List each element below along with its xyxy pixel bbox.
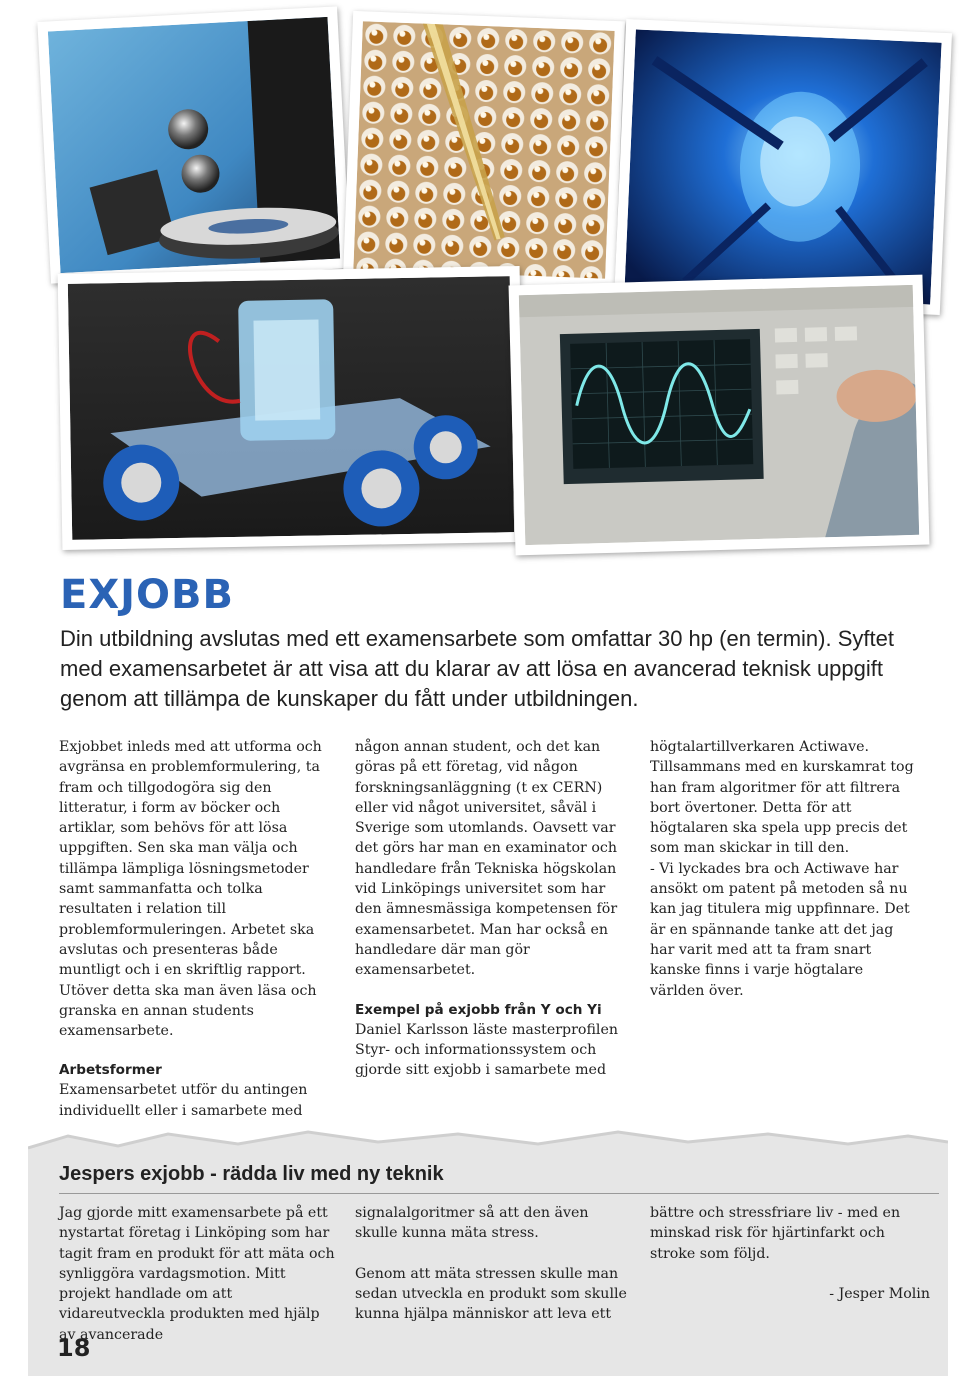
exempel-body: Daniel Karlsson läste masterprofilen Styr- och informationssystem och gjorde sitt exjobb i samarbete med <box>355 1021 618 1079</box>
subhead-arbetsformer: Arbetsformer <box>59 1062 162 1079</box>
column-2 <box>355 737 627 1080</box>
box-divider <box>59 1193 939 1194</box>
pipette-test-tubes-photo <box>343 11 625 289</box>
column-3 <box>650 737 922 1001</box>
column-1 <box>59 737 331 1121</box>
arbetsformer-body: Examensarbetet utför du antingen individuellt eller i samarbete med <box>59 1082 308 1119</box>
box-column-2 <box>355 1203 635 1324</box>
box-column-1 <box>59 1203 339 1345</box>
box-column-1-text: Jag gjorde mitt examensarbete på ett nystartat företag i Linköping som har tagit fram en produkt för att mäta och synliggöra vardagsmotion. Mitt projekt handlade om att vidareutveckla produkten med hjälp av avancerade <box>59 1205 335 1343</box>
column-2-body: någon annan student, och det kan göras på ett företag, vid någon forskningsanläggning (t ex CERN) eller vid något universitet, såväl i Sverige som utomlands. Oavsett var det görs har man en examinator och handledare från Tekniska högskolan vid Linköpings universitet som har den ämnesmässiga kompetensen för examensarbetet. Man har också en handledare där man gör examensarbetet. <box>355 739 618 979</box>
box-column-2-text-a: signalalgoritmer så att den även skulle kunna mäta stress. <box>355 1205 589 1242</box>
page-number: 18 <box>57 1334 91 1362</box>
box-title: Jespers exjobb - rädda liv med ny teknik <box>59 1163 444 1185</box>
subhead-exempel: Exempel på exjobb från Y och Yi <box>355 1001 602 1018</box>
page-heading: EXJOBB <box>60 572 235 618</box>
oscilloscope-sine-wave-photo <box>509 275 930 556</box>
fuel-cell-toy-car-photo <box>58 266 525 550</box>
box-column-3-text: bättre och stressfriare liv - med en minskad risk för hjärtinfarkt och stroke som följd. <box>650 1205 901 1262</box>
intro-paragraph: Din utbildning avslutas med ett examensarbete som omfattar 30 hp (en termin). Syftet med examensarbetet är att visa att du klarar av att lösa en avancerad teknisk uppgift genom att tillämpa de kunskaper du fått under utbildningen. <box>60 626 894 711</box>
column-1-body: Exjobbet inleds med att utforma och avgränsa en problemformulering, ta fram och tillgodogöra sig den litteratur, i form av böcker och artiklar, som behövs för att lösa uppgiften. Sen ska man välja och tillämpa lämpliga lösningsmetoder samt sammanfatta och tolka resultaten i relation till problemformuleringen. Arbetet ska avslutas och presenteras både muntligt och i en skriftlig rapport. Utöver detta ska man även läsa och granska en annan students examensarbete. <box>59 739 322 1040</box>
box-column-2-text-b: Genom att mäta stressen skulle man sedan utveckla en produkt som skulle kunna hjälpa människor att leva ett <box>355 1265 627 1323</box>
column-3-body-2: - Vi lyckades bra och Actiwave har ansökt om patent på metoden så nu kan jag titulera mig uppfinnare. Det är en spännande tanke att det jag har varit med att ta fram snart kanske finns i varje högtalare världen över. <box>650 860 910 999</box>
box-column-3 <box>650 1203 930 1304</box>
robot-laser-blue-photo <box>614 19 952 315</box>
signature: - Jesper Molin <box>829 1285 930 1302</box>
magnetic-levitation-photo <box>37 6 350 283</box>
column-3-body-1: högtalartillverkaren Actiwave. Tillsammans med en kurskamrat tog han fram algoritmer för att filtrera bort övertoner. Detta för att högtalaren ska spela upp precis det som man skickar in till den. <box>650 739 914 857</box>
